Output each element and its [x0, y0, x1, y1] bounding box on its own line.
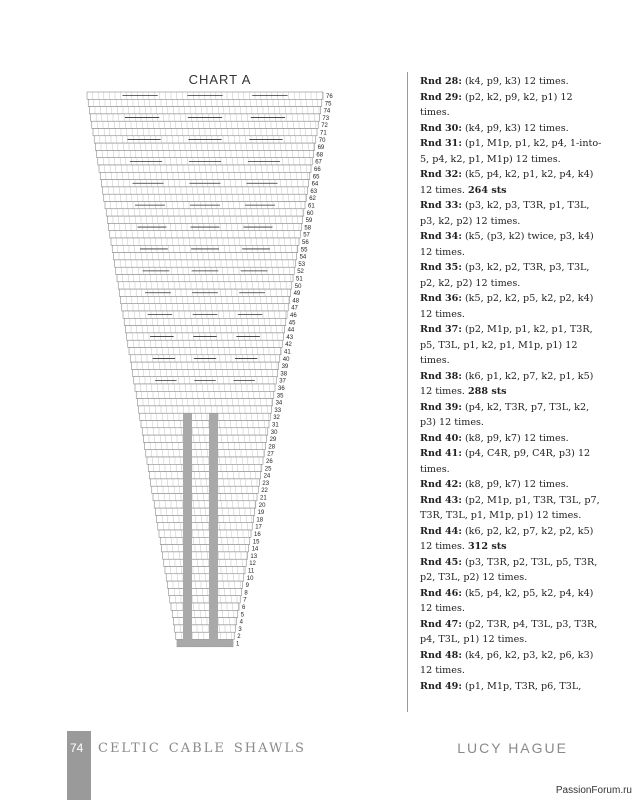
chart-row	[170, 596, 240, 603]
row-number: 33	[274, 407, 282, 414]
row-number: 15	[252, 539, 260, 546]
chart-row	[124, 318, 286, 325]
chart-row	[92, 121, 318, 128]
instruction-round	[420, 493, 605, 524]
row-number: 37	[279, 378, 286, 385]
instruction-round	[420, 369, 605, 400]
round-text: (k4, p9, k3) 12 times.	[461, 122, 569, 134]
row-number: 28	[268, 444, 276, 451]
chart-row	[173, 618, 236, 625]
row-number: 10	[246, 575, 254, 582]
round-text: (p1, M1p, T3R, p6, T3L,	[461, 680, 582, 692]
row-number: 36	[278, 386, 285, 392]
chart-row	[128, 340, 282, 347]
row-number: 9	[245, 583, 249, 590]
row-number: 63	[310, 188, 318, 195]
chart-row	[111, 238, 299, 245]
chart-row	[95, 143, 314, 150]
chart-row	[89, 107, 320, 114]
instructions-column	[420, 74, 605, 694]
round-text: (k4, p9, k3) 12 times.	[461, 76, 569, 87]
page-number: 74	[70, 741, 84, 755]
round-text: (k5, p4, k2, p5, k2, p4, k4) 12 times.	[420, 587, 594, 614]
row-number: 38	[280, 371, 288, 378]
instruction-round	[420, 229, 605, 260]
chart-row	[149, 472, 260, 479]
row-number: 26	[266, 459, 273, 465]
chart-row	[140, 413, 270, 420]
row-number: 29	[269, 437, 277, 444]
row-number: 39	[281, 364, 289, 371]
round-text: (p1, M1p, p1, k2, p4, 1-into-5, p4, k2, p1, M1p) 12 times.	[420, 138, 602, 165]
row-number: 55	[300, 247, 308, 254]
no-stitch-column	[183, 413, 192, 647]
instruction-round	[420, 555, 605, 586]
chart-row	[129, 348, 281, 355]
chart-row	[133, 369, 278, 376]
round-label: Rnd 39:	[420, 401, 462, 413]
chart-row	[88, 99, 322, 106]
chart-row	[160, 537, 250, 544]
instruction-round	[420, 121, 605, 137]
row-number: 56	[302, 240, 309, 246]
round-label: Rnd 45:	[420, 556, 462, 568]
row-number: 66	[314, 167, 321, 173]
row-number: 2	[237, 634, 241, 641]
row-number: 49	[293, 291, 301, 298]
chart-row	[152, 486, 258, 493]
round-label: Rnd 37:	[420, 324, 462, 335]
round-text: (p4, C4R, p9, C4R, p3) 12 times.	[420, 448, 591, 475]
row-number: 60	[306, 210, 314, 217]
row-number: 20	[258, 502, 266, 509]
chart-row	[146, 450, 264, 457]
chart-row	[117, 275, 293, 282]
round-text: (p2, M1p, p1, k2, p1, T3R, p5, T3L, p1, k2, p1, M1p, p1) 12 times.	[420, 324, 593, 366]
chart-row	[113, 253, 296, 260]
round-label: Rnd 36:	[420, 293, 462, 304]
chart-row	[100, 172, 310, 179]
chart-row	[137, 399, 272, 406]
chart-row	[159, 530, 251, 537]
chart-row	[118, 282, 292, 289]
chart-row	[136, 391, 274, 398]
chart-row	[166, 574, 244, 581]
chart-row	[97, 150, 314, 157]
row-number: 11	[248, 568, 255, 575]
instruction-round	[420, 679, 605, 695]
row-number: 32	[273, 415, 280, 422]
stitch-count: 288 sts	[467, 386, 507, 397]
round-label: Rnd 49:	[420, 680, 462, 692]
chart-row	[93, 129, 317, 136]
chart-row	[115, 260, 296, 267]
row-number: 71	[320, 130, 327, 137]
row-number: 46	[290, 313, 297, 319]
row-number: 6	[242, 605, 246, 611]
row-number: 41	[284, 349, 291, 356]
round-label: Rnd 28:	[420, 76, 462, 87]
row-number: 73	[322, 115, 330, 122]
chart-row	[122, 304, 288, 311]
chart-row	[167, 581, 242, 588]
chart-row	[125, 326, 284, 333]
chart-row	[141, 421, 269, 428]
instruction-round	[420, 648, 605, 679]
round-label: Rnd 48:	[420, 649, 462, 661]
round-label: Rnd 31:	[420, 138, 462, 149]
round-label: Rnd 38:	[420, 370, 462, 382]
row-number: 27	[267, 451, 274, 458]
chart-row	[147, 457, 263, 464]
no-stitch-base	[177, 640, 233, 647]
round-text: (k6, p2, k2, p7, k2, p2, k5) 12 times.	[420, 525, 594, 552]
row-number: 75	[324, 101, 332, 108]
row-number: 58	[304, 225, 312, 232]
row-number: 30	[270, 429, 278, 436]
stitch-count: 264 sts	[467, 184, 507, 196]
row-number: 52	[297, 269, 304, 276]
watermark: PassionForum.ru	[555, 785, 632, 796]
row-number: 24	[263, 473, 271, 480]
row-number: 13	[250, 553, 258, 560]
round-label: Rnd 35:	[420, 262, 462, 273]
instruction-round	[420, 260, 605, 291]
row-number: 70	[318, 137, 326, 144]
chart-row	[154, 501, 256, 508]
row-number: 17	[255, 524, 262, 531]
row-number: 42	[285, 342, 292, 349]
row-number: 45	[288, 320, 296, 327]
row-number: 65	[312, 174, 320, 181]
row-number: 31	[272, 422, 279, 429]
round-text: (p3, T3R, p2, T3L, p5, T3R, p2, T3L, p2) 12 times.	[420, 556, 598, 583]
knitting-chart	[70, 90, 333, 650]
row-number: 18	[256, 517, 264, 524]
row-number: 4	[239, 619, 243, 626]
round-label: Rnd 30:	[420, 122, 462, 134]
chart-row	[153, 494, 257, 501]
round-text: (p3, k2, p3, T3R, p1, T3L, p3, k2, p2) 12 times.	[420, 200, 590, 227]
row-number: 67	[315, 159, 322, 166]
chart-row	[139, 406, 272, 413]
instruction-round	[420, 617, 605, 648]
chart-row	[106, 209, 304, 216]
instruction-round	[420, 524, 605, 555]
column-divider	[407, 72, 408, 712]
instruction-round	[420, 136, 605, 167]
book-title: celtic cable shawls	[98, 735, 306, 757]
row-number: 54	[299, 254, 307, 261]
round-label: Rnd 33:	[420, 200, 462, 211]
round-text: (k4, p6, k2, p3, k2, p6, k3) 12 times.	[420, 649, 594, 676]
round-label: Rnd 44:	[420, 525, 462, 537]
row-number: 19	[257, 510, 265, 517]
row-number: 22	[261, 488, 268, 495]
round-text: (p2, M1p, p1, T3R, T3L, p7, T3R, T3L, p1, M1p, p1) 12 times.	[420, 494, 600, 521]
instruction-round	[420, 74, 605, 90]
stitch-count: 312 sts	[467, 541, 507, 552]
row-number: 44	[287, 327, 295, 334]
row-number: 69	[317, 145, 325, 152]
chart-row	[103, 187, 308, 194]
round-label: Rnd 46:	[420, 587, 462, 599]
chart-row	[169, 588, 242, 595]
round-text: (k8, p9, k7) 12 times.	[461, 479, 569, 490]
row-number: 1	[236, 641, 240, 648]
round-label: Rnd 47:	[420, 618, 462, 630]
chart-title: CHART A	[188, 72, 252, 87]
row-number: 43	[286, 334, 294, 341]
chart-row	[165, 567, 245, 574]
instruction-round	[420, 446, 605, 477]
chart-row	[158, 523, 252, 530]
row-number: 74	[323, 108, 331, 115]
chart-row	[157, 515, 254, 522]
chart-row	[145, 442, 266, 449]
chart-row	[107, 216, 302, 223]
row-number: 50	[294, 283, 302, 290]
row-number: 64	[311, 181, 319, 188]
chart-row	[142, 428, 268, 435]
author-name: LUCY HAGUE	[457, 740, 568, 756]
chart-row	[171, 603, 239, 610]
round-label: Rnd 40:	[420, 432, 462, 444]
chart-row	[143, 435, 266, 442]
chart-row	[161, 545, 248, 552]
row-number: 35	[276, 393, 284, 400]
round-text: (p2, T3R, p4, T3L, p3, T3R, p4, T3L, p1) 12 times.	[420, 618, 598, 645]
row-number: 72	[321, 123, 328, 130]
round-text: (k6, p1, k2, p7, k2, p1, k5) 12 times.	[420, 370, 594, 397]
row-number: 61	[308, 203, 315, 210]
chart-row	[121, 296, 290, 303]
round-label: Rnd 32:	[420, 169, 462, 180]
row-number: 59	[305, 218, 313, 225]
chart-row	[172, 610, 238, 617]
row-number: 48	[292, 298, 300, 305]
row-number: 68	[316, 152, 324, 159]
chart-row	[148, 464, 262, 471]
row-number: 62	[309, 196, 316, 203]
round-label: Rnd 42:	[420, 479, 462, 490]
row-number: 51	[296, 276, 303, 283]
chart-row	[99, 165, 311, 172]
chart-row	[104, 194, 306, 201]
row-number: 5	[240, 612, 245, 619]
no-stitch-column	[209, 413, 218, 647]
row-number: 12	[249, 561, 256, 568]
round-label: Rnd 34:	[420, 231, 462, 242]
chart-row	[164, 559, 246, 566]
row-number: 25	[264, 466, 272, 473]
instruction-round	[420, 167, 605, 198]
row-number: 76	[326, 94, 333, 100]
instruction-round	[420, 431, 605, 447]
chart-row	[131, 362, 278, 369]
row-number: 57	[303, 232, 310, 239]
round-text: (p3, k2, p2, T3R, p3, T3L, p2, k2, p2) 12 times.	[420, 262, 590, 289]
row-number: 21	[260, 495, 267, 502]
round-text: (k8, p9, k7) 12 times.	[461, 432, 569, 444]
round-text: (k5, p4, k2, p1, k2, p4, k4) 12 times.	[420, 169, 594, 196]
row-number: 7	[243, 597, 247, 604]
chart-row	[135, 384, 275, 391]
round-label: Rnd 29:	[420, 91, 462, 103]
chart-row	[155, 508, 254, 515]
chart-row	[163, 552, 248, 559]
row-number: 14	[251, 546, 259, 553]
instruction-round	[420, 400, 605, 431]
chart-row	[151, 479, 260, 486]
round-text: (p4, k2, T3R, p7, T3L, k2, p3) 12 times.	[420, 401, 590, 428]
row-number: 47	[291, 305, 298, 312]
instruction-round	[420, 90, 605, 121]
round-text: (k5, (p3, k2) twice, p3, k4) 12 times.	[420, 231, 594, 258]
row-number: 8	[244, 590, 248, 597]
round-text: (p2, k2, p9, k2, p1) 12 times.	[420, 91, 573, 118]
row-number: 40	[282, 356, 290, 363]
row-number: 53	[298, 261, 306, 268]
round-label: Rnd 41:	[420, 448, 462, 459]
round-text: (k5, p2, k2, p5, k2, p2, k4) 12 times.	[420, 293, 594, 320]
row-number: 16	[254, 532, 261, 538]
instruction-round	[420, 322, 605, 369]
row-number: 3	[238, 626, 242, 633]
chart-row	[110, 231, 300, 238]
row-number: 23	[262, 480, 270, 487]
instruction-round	[420, 198, 605, 229]
round-label: Rnd 43:	[420, 494, 462, 506]
instruction-round	[420, 477, 605, 493]
instruction-round	[420, 586, 605, 617]
instruction-round	[420, 291, 605, 322]
row-number: 34	[275, 400, 283, 407]
